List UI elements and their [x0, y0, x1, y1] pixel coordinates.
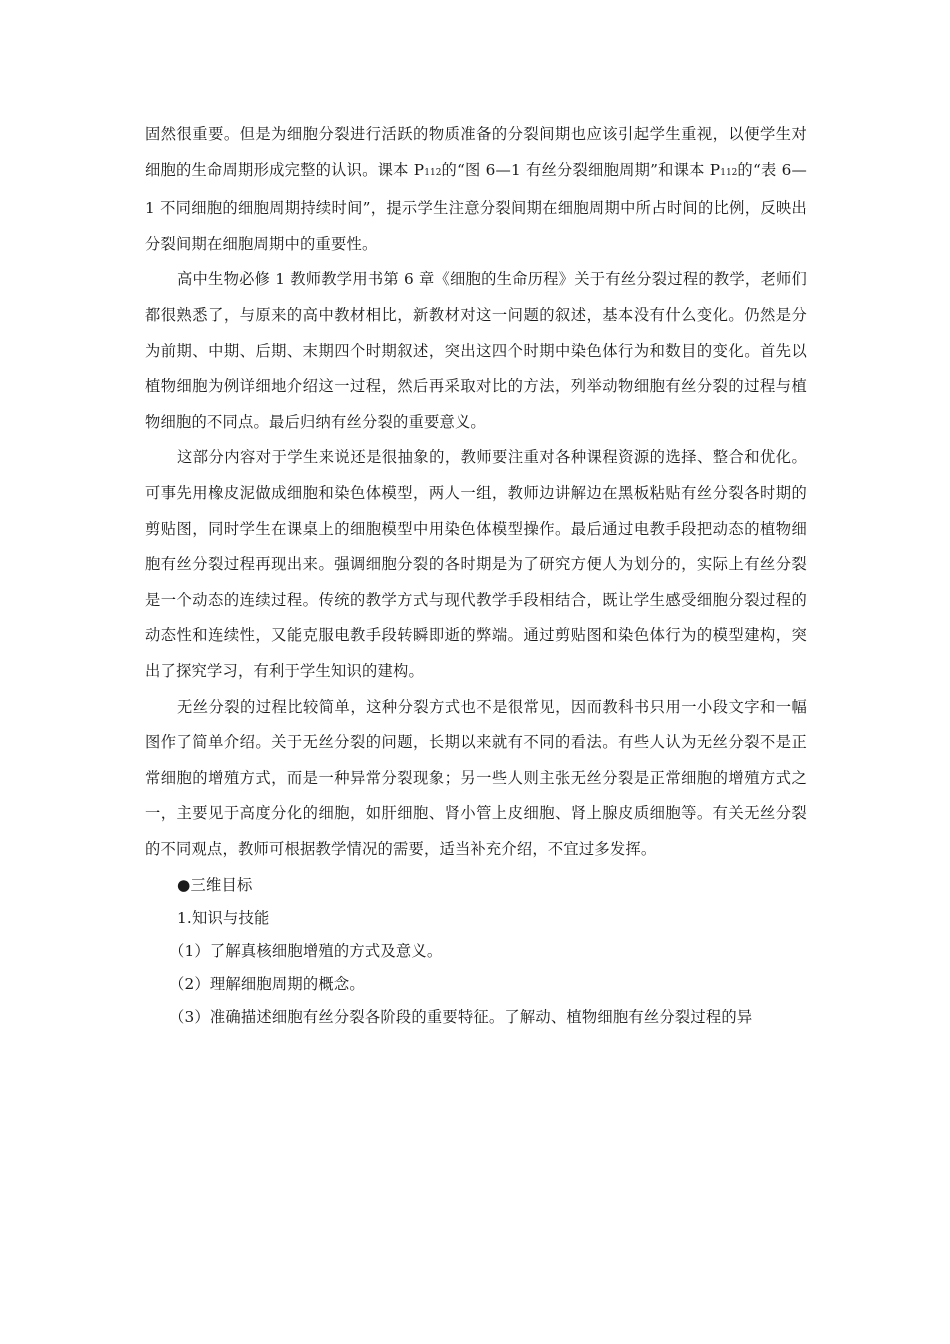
- paragraph-amitosis: 无丝分裂的过程比较简单，这种分裂方式也不是很常见，因而教科书只用一小段文字和一幅图作了简单介绍。关于无丝分裂的问题，长期以来就有不同的看法。有些人认为无丝分裂不是正常细胞的增殖方式，而是一种异常分裂现象；另一些人则主张无丝分裂是正常细胞的增殖方式之一，主要见于高度分化的细胞，如肝细胞、肾小管上皮细胞、肾上腺皮质细胞等。有关无丝分裂的不同观点，教师可根据教学情况的需要，适当补充介绍，不宜过多发挥。: [145, 697, 807, 858]
- paragraph-teaching-resources: 这部分内容对于学生来说还是很抽象的，教师要注重对各种课程资源的选择、整合和优化。可事先用橡皮泥做成细胞和染色体模型，两人一组，教师边讲解边在黑板粘贴有丝分裂各时期的剪贴图，同时学生在课桌上的细胞模型中用染色体模型操作。最后通过电教手段把动态的植物细胞有丝分裂过程再现出来。强调细胞分裂的各时期是为了研究方便人为划分的，实际上有丝分裂是一个动态的连续过程。传统的教学方式与现代教学手段相结合，既让学生感受细胞分裂过程的动态性和连续性，又能克服电教手段转瞬即逝的弊端。通过剪贴图和染色体行为的模型建构，突出了探究学习，有利于学生知识的建构。: [145, 448, 807, 680]
- goal-item-1: （1）了解真核细胞增殖的方式及意义。: [169, 942, 443, 961]
- paragraph-1-text-b: 的“图 6—1 有丝分裂细胞周期”和课本 P: [441, 160, 721, 179]
- paragraph-1-text-c: 的“表 6—1 不同细胞的细胞周期持续时间”，提示学生注意分裂间期在细胞周期中所占时间的比例，反映出分裂间期在细胞周期中的重要性。: [145, 160, 807, 253]
- paragraph-interphase-importance: [145, 117, 807, 262]
- paragraph-mitosis-teaching: 高中生物必修 1 教师教学用书第 6 章《细胞的生命历程》关于有丝分裂过程的教学，老师们都很熟悉了，与原来的高中教材相比，新教材对这一问题的叙述，基本没有什么变化。仍然是分为前期、中期、后期、末期四个时期叙述，突出这四个时期中染色体行为和数目的变化。首先以植物细胞为例详细地介绍这一过程，然后再采取对比的方法，列举动物细胞有丝分裂的过程与植物细胞的不同点。最后归纳有丝分裂的重要意义。: [145, 270, 807, 431]
- subsection-heading-knowledge-skills: 1.知识与技能: [177, 909, 270, 928]
- goal-item-2: （2）理解细胞周期的概念。: [169, 975, 365, 994]
- document-page: [145, 117, 807, 1034]
- page-ref-subscript-1: 112: [424, 167, 442, 178]
- goal-item-3: （3）准确描述细胞有丝分裂各阶段的重要特征。了解动、植物细胞有丝分裂过程的异: [169, 1008, 753, 1027]
- paragraph-1-text-a: 固然很重要。但是为细胞分裂进行活跃的物质准备的分裂间期也应该引起学生重视，以便学生对细胞的生命周期形成完整的认识。课本 P: [145, 125, 807, 179]
- page-ref-subscript-2: 112: [720, 167, 738, 178]
- section-heading-three-dimensional-goals: ●三维目标: [177, 876, 253, 895]
